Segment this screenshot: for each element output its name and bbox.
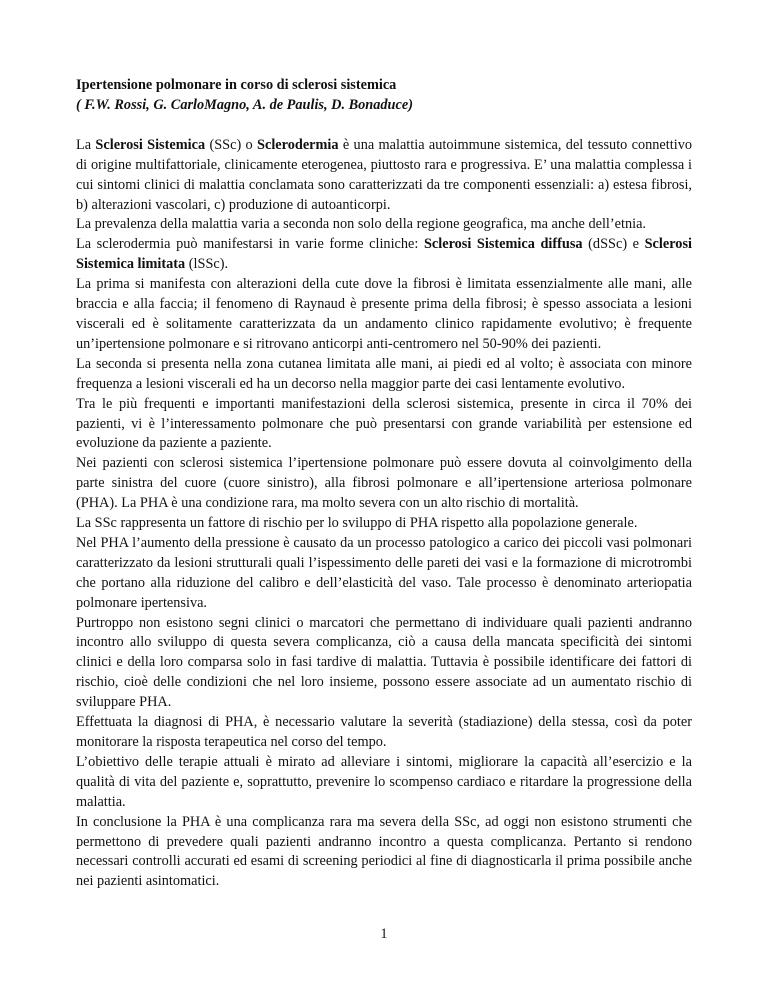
paragraph-conclusione: In conclusione la PHA è una complicanza rara ma severa della SSc, ad oggi non esistono strumenti che permettono di prevedere quali pazienti andranno incontro a questa complicanza. Pertanto si rendono necessari controlli accurati ed esami di screening periodici al fine di diagnosticarla il prima possibile anche nei pazienti asintomatici. — [76, 813, 692, 890]
term-sclerodermia: Sclerodermia — [257, 136, 339, 153]
document-authors: ( F.W. Rossi, G. CarloMagno, A. de Paulis, D. Bonaduce) — [76, 96, 413, 113]
term-sclerosi-sistemica: Sclerosi Sistemica — [95, 136, 206, 153]
paragraph-prevalence: La prevalenza della malattia varia a seconda non solo della regione geografica, ma anche dell’etnia. — [76, 216, 647, 233]
paragraph-forms: La sclerodermia può manifestarsi in varie forme cliniche: Sclerosi Sistemica diffusa (dSSc) e Sclerosi Sistemica limitata (lSSc). — [76, 236, 692, 273]
paragraph-diagnosi: Effettuata la diagnosi di PHA, è necessario valutare la severità (stadiazione) della stessa, così da poter monitorare la risposta terapeutica nel corso del tempo. — [76, 714, 692, 750]
paragraph-patologia: Nel PHA l’aumento della pressione è causato da un processo patologico a carico dei piccoli vasi polmonari caratterizzato da lesioni strutturali quali l’ispessimento delle pareti dei vasi e la formazione di microtrombi che portano alla riduzione del calibro e dell’elasticità del vaso. Tale processo è denominato arteriopatia polmonare ipertensiva. — [76, 534, 692, 611]
paragraph-rischio: La SSc rappresenta un fattore di rischio per lo sviluppo di PHA rispetto alla popolazione generale. — [76, 515, 638, 532]
paragraph-pha-cause: Nei pazienti con sclerosi sistemica l’ipertensione polmonare può essere dovuta al coinvolgimento della parte sinistra del cuore (cuore sinistro), alla fibrosi polmonare e all’ipertensione arteriosa polmonare (PHA). La PHA è una condizione rara, ma molto severa con un alto rischio di mortalità. — [76, 455, 692, 512]
term-lssc: Sclerosi Sistemica limitata — [76, 236, 692, 273]
paragraph-terapie: L’obiettivo delle terapie attuali è mirato ad alleviare i sintomi, migliorare la capacità all’esercizio e la qualità di vita del paziente e, soprattutto, prevenire lo scompenso cardiaco e ritardare la progressione della malattia. — [76, 753, 692, 810]
page-number: 1 — [380, 926, 388, 942]
paragraph-seconda: La seconda si presenta nella zona cutanea limitata alle mani, ai piedi ed al volto; è associata con minore frequenza a lesioni viscerali ed ha un decorso nella maggior parte dei casi lentamente evolutivo. — [76, 355, 692, 392]
paragraph-intro: La Sclerosi Sistemica (SSc) o Sclerodermia è una malattia autoimmune sistemica, del tessuto connettivo di origine multifattoriale, clinicamente eterogenea, piuttosto rara e progressiva. E’ una malattia complessa i cui sintomi clinici di malattia conclamata sono caratterizzati da tre componenti essenziali: a) estesa fibrosi, b) alterazioni vascolari, c) produzione di autoanticorpi. — [76, 136, 692, 213]
document-title: Ipertensione polmonare in corso di sclerosi sistemica — [76, 77, 397, 93]
paragraph-prima: La prima si manifesta con alterazioni della cute dove la fibrosi è limitata essenzialmente alle mani, alle braccia e alla faccia; il fenomeno di Raynaud è presente prima della fibrosi; è spesso associata a lesioni viscerali ed è solitamente caratterizzata da un andamento clinico rapidamente evolutivo; è frequente un’ipertensione polmonare e si ritrovano anticorpi anti-centromero nel 50-90% dei pazienti. — [76, 276, 692, 352]
paragraph-marcatori: Purtroppo non esistono segni clinici o marcatori che permettano di individuare quali pazienti andranno incontro allo sviluppo di questa severa complicanza, ciò a causa della mancata specificità dei sintomi clinici e della loro comparsa solo in fasi tardive di malattia. Tuttavia è possibile identificare dei fattori di rischio, cioè delle condizioni che nel loro insieme, possono essere associate ad un aumentato rischio di sviluppare PHA. — [76, 614, 692, 711]
term-dssc: Sclerosi Sistemica diffusa — [423, 236, 583, 253]
paragraph-manifestazioni: Tra le più frequenti e importanti manifestazioni della sclerosi sistemica, presente in circa il 70% dei pazienti, vi è l’interessamento polmonare che può presentarsi con grande variabilità per estensione ed evoluzione da paziente a paziente. — [76, 395, 692, 452]
